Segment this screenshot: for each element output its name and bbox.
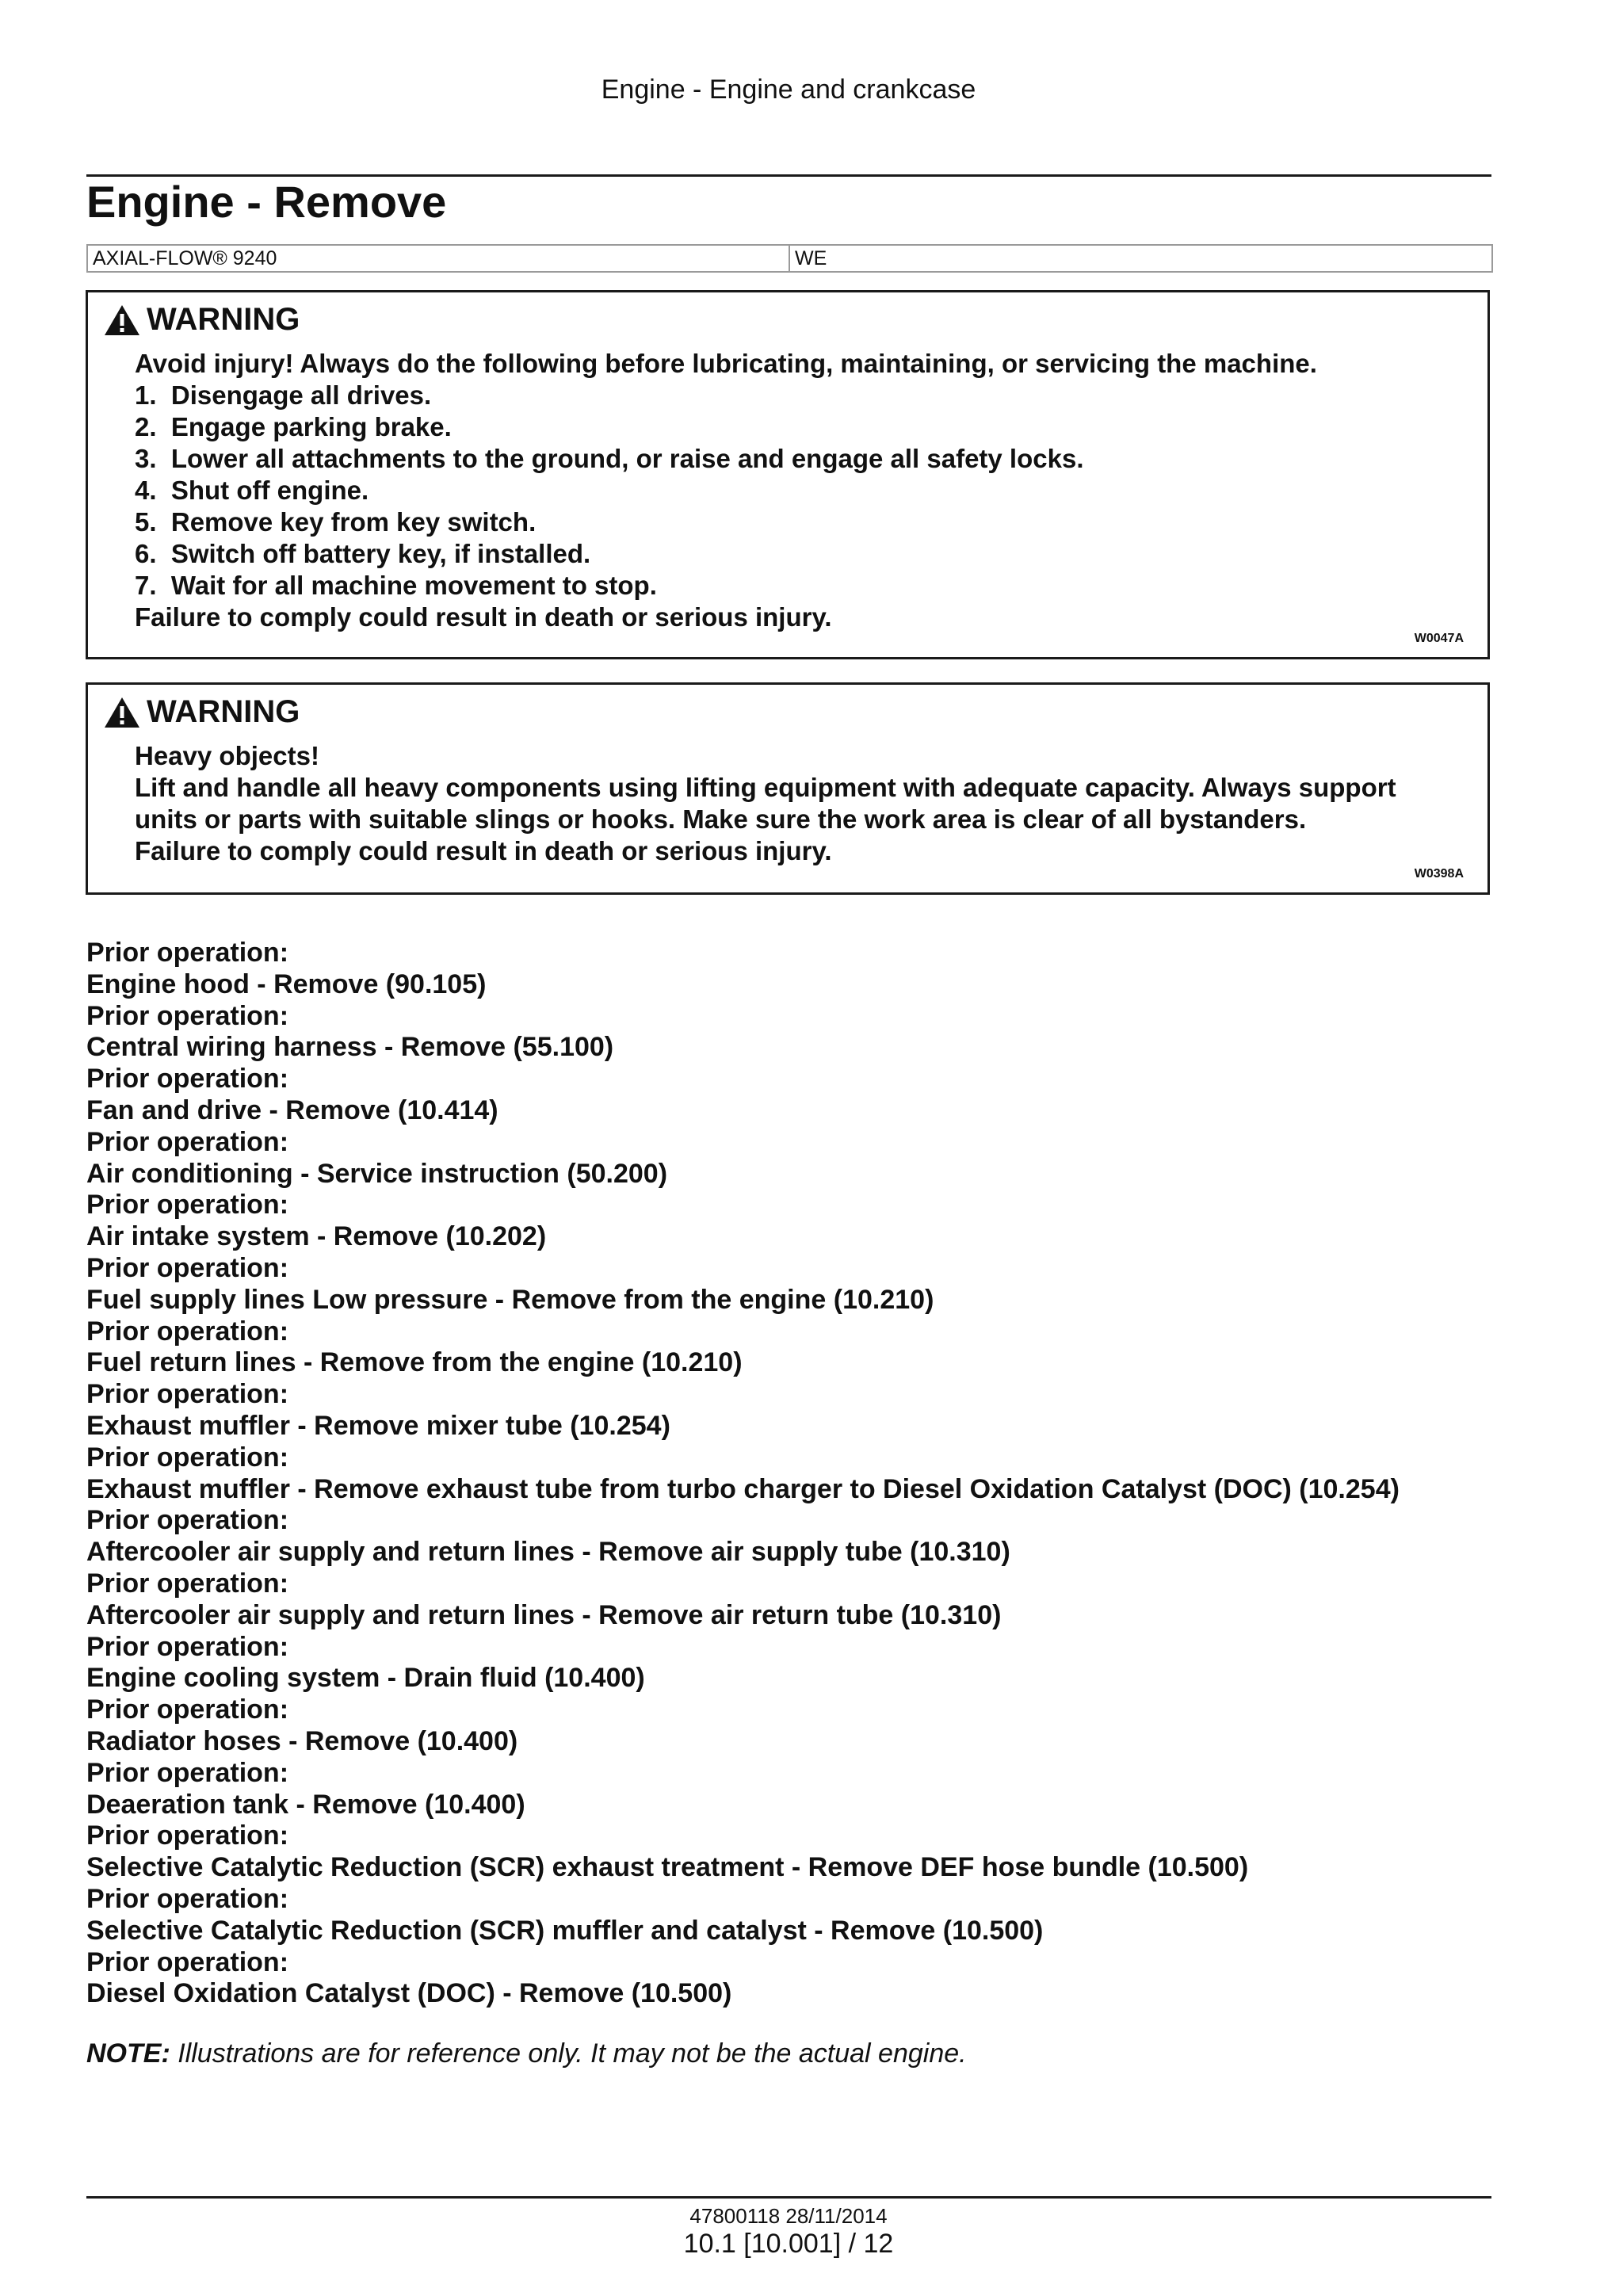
warning-line: Failure to comply could result in death or serious injury. xyxy=(135,836,832,865)
warning-line: 3. Lower all attachments to the ground, or raise and engage all safety locks. xyxy=(135,444,1084,473)
warning-line: units or parts with suitable slings or hooks. Make sure the work area is clear of all bystanders. xyxy=(135,804,1307,834)
warning-body xyxy=(135,348,1317,633)
prior-operation-link[interactable]: Air intake system - Remove (10.202) xyxy=(86,1221,547,1252)
model-table xyxy=(86,244,1493,273)
warning-triangle-icon xyxy=(104,696,140,729)
footer-page-ref: 10.1 [10.001] / 12 xyxy=(683,2229,894,2259)
prior-operation-label: Prior operation: xyxy=(86,1000,289,1031)
warning-line: 1. Disengage all drives. xyxy=(135,380,432,410)
prior-operation-link[interactable]: Fuel supply lines Low pressure - Remove from the engine (10.210) xyxy=(86,1284,934,1315)
note-label: NOTE: xyxy=(86,2038,170,2069)
warning-heading-row xyxy=(104,302,300,338)
prior-operation-link[interactable]: Aftercooler air supply and return lines - Remove air supply tube (10.310) xyxy=(86,1537,1010,1568)
prior-operation-label: Prior operation: xyxy=(86,1190,289,1221)
warning-title: WARNING xyxy=(147,694,300,729)
model-cell: AXIAL-FLOW® 9240 xyxy=(88,246,790,271)
prior-operation-label: Prior operation: xyxy=(86,1883,289,1914)
warning-line: Heavy objects! xyxy=(135,741,319,770)
prior-operation-label: Prior operation: xyxy=(86,1568,289,1599)
prior-operation-link[interactable]: Exhaust muffler - Remove exhaust tube from turbo charger to Diesel Oxidation Catalyst (DOC) (10.254) xyxy=(86,1473,1400,1504)
prior-operation-label: Prior operation: xyxy=(86,1757,289,1788)
prior-operations-list xyxy=(86,938,1400,2010)
prior-operation-label: Prior operation: xyxy=(86,1064,289,1095)
prior-operation-label: Prior operation: xyxy=(86,1820,289,1851)
prior-operation-label: Prior operation: xyxy=(86,938,289,968)
warning-line: 2. Engage parking brake. xyxy=(135,412,452,441)
warning-line: Avoid injury! Always do the following before lubricating, maintaining, or servicing the machine. xyxy=(135,349,1317,378)
prior-operation-link[interactable]: Radiator hoses - Remove (10.400) xyxy=(86,1725,518,1756)
warning-code: W0047A xyxy=(1414,632,1464,645)
prior-operation-label: Prior operation: xyxy=(86,1631,289,1662)
prior-operation-link[interactable]: Aftercooler air supply and return lines - Remove air return tube (10.310) xyxy=(86,1599,1002,1630)
prior-operation-label: Prior operation: xyxy=(86,1379,289,1410)
footer-doc-ref: 47800118 28/11/2014 xyxy=(689,2204,888,2228)
prior-operation-link[interactable]: Fan and drive - Remove (10.414) xyxy=(86,1095,498,1125)
prior-operation-link[interactable]: Deaeration tank - Remove (10.400) xyxy=(86,1789,525,1820)
prior-operation-label: Prior operation: xyxy=(86,1505,289,1536)
prior-operation-link[interactable]: Air conditioning - Service instruction (50.200) xyxy=(86,1158,668,1189)
warning-line: 4. Shut off engine. xyxy=(135,476,369,505)
prior-operation-label: Prior operation: xyxy=(86,1126,289,1157)
warning-line: Lift and handle all heavy components using lifting equipment with adequate capacity. Always support xyxy=(135,773,1396,802)
region-cell: WE xyxy=(795,247,827,269)
warning-box-w0398a xyxy=(86,682,1490,895)
warning-code: W0398A xyxy=(1414,867,1464,881)
running-header: Engine - Engine and crankcase xyxy=(601,74,976,105)
prior-operation-label: Prior operation: xyxy=(86,1946,289,1977)
warning-line: Failure to comply could result in death or serious injury. xyxy=(135,602,832,632)
prior-operation-link[interactable]: Fuel return lines - Remove from the engine (10.210) xyxy=(86,1347,743,1378)
warning-body xyxy=(135,740,1396,867)
prior-operation-label: Prior operation: xyxy=(86,1694,289,1725)
warning-line: 6. Switch off battery key, if installed. xyxy=(135,539,591,568)
footer-rule xyxy=(86,2196,1491,2199)
warning-line: 5. Remove key from key switch. xyxy=(135,507,537,537)
prior-operation-link[interactable]: Exhaust muffler - Remove mixer tube (10.254) xyxy=(86,1410,670,1441)
page-title: Engine - Remove xyxy=(86,177,447,227)
prior-operation-link[interactable]: Selective Catalytic Reduction (SCR) exhaust treatment - Remove DEF hose bundle (10.500) xyxy=(86,1852,1249,1883)
note xyxy=(86,2038,967,2069)
prior-operation-link[interactable]: Engine cooling system - Drain fluid (10.400) xyxy=(86,1663,645,1694)
prior-operation-link[interactable]: Central wiring harness - Remove (55.100) xyxy=(86,1032,614,1063)
prior-operation-link[interactable]: Diesel Oxidation Catalyst (DOC) - Remove (10.500) xyxy=(86,1978,732,2009)
prior-operation-link[interactable]: Selective Catalytic Reduction (SCR) muffler and catalyst - Remove (10.500) xyxy=(86,1915,1044,1946)
warning-line: 7. Wait for all machine movement to stop. xyxy=(135,571,657,600)
prior-operation-label: Prior operation: xyxy=(86,1316,289,1347)
warning-title: WARNING xyxy=(147,302,300,337)
prior-operation-label: Prior operation: xyxy=(86,1442,289,1473)
warning-box-w0047a xyxy=(86,290,1490,659)
prior-operation-link[interactable]: Engine hood - Remove (90.105) xyxy=(86,968,487,999)
note-text: Illustrations are for reference only. It may not be the actual engine. xyxy=(170,2038,967,2069)
prior-operation-label: Prior operation: xyxy=(86,1252,289,1283)
warning-triangle-icon xyxy=(104,304,140,337)
warning-heading-row xyxy=(104,694,300,730)
